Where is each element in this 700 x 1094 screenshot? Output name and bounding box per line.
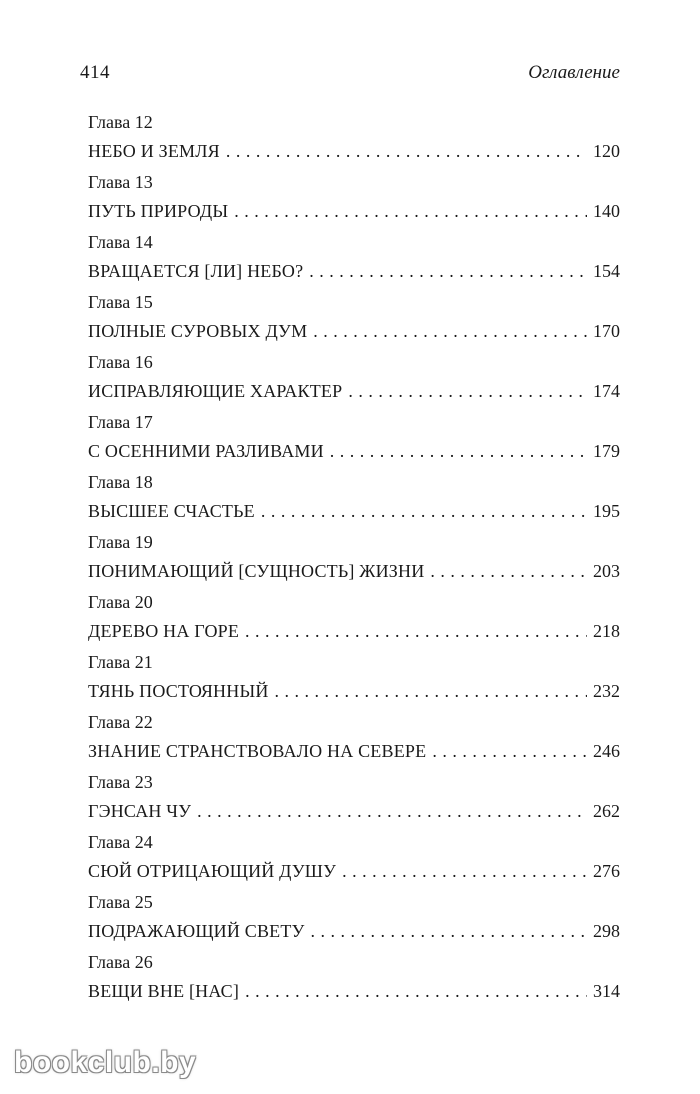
toc-title-line <box>88 199 620 223</box>
toc-title-line <box>88 739 620 763</box>
dot-leader <box>432 739 587 763</box>
chapter-label: Глава 23 <box>88 772 153 792</box>
toc-title-line <box>88 139 620 163</box>
dot-leader <box>234 199 587 223</box>
toc-title-line <box>88 619 620 643</box>
chapter-title: ПОЛНЫЕ СУРОВЫХ ДУМ <box>88 321 308 341</box>
chapter-label: Глава 13 <box>88 172 153 192</box>
dot-leader <box>330 439 587 463</box>
chapter-page-number: 174 <box>593 381 620 401</box>
dot-leader <box>226 139 587 163</box>
toc-entry <box>88 951 620 1011</box>
toc-title-line <box>88 979 620 1003</box>
chapter-title: ГЭНСАН ЧУ <box>88 801 192 821</box>
toc-title-line <box>88 379 620 403</box>
page-number: 414 <box>80 62 110 83</box>
dot-leader <box>245 619 587 643</box>
toc-title-line <box>88 259 620 283</box>
chapter-label: Глава 15 <box>88 292 153 312</box>
chapter-title: ДЕРЕВО НА ГОРЕ <box>88 621 240 641</box>
toc-title-line <box>88 799 620 823</box>
toc-entry <box>88 291 620 351</box>
chapter-label: Глава 17 <box>88 412 153 432</box>
chapter-label: Глава 25 <box>88 892 153 912</box>
chapter-page-number: 298 <box>593 921 620 941</box>
chapter-title: ВЫСШЕЕ СЧАСТЬЕ <box>88 501 255 521</box>
toc-title-line <box>88 919 620 943</box>
running-head <box>80 62 620 86</box>
chapter-label: Глава 14 <box>88 232 153 252</box>
chapter-label: Глава 22 <box>88 712 153 732</box>
toc-entry <box>88 111 620 171</box>
toc-entry <box>88 831 620 891</box>
dot-leader <box>197 799 587 823</box>
chapter-page-number: 218 <box>593 621 620 641</box>
toc-entry <box>88 471 620 531</box>
toc-entry <box>88 411 620 471</box>
section-title: Оглавление <box>528 62 620 83</box>
toc-title-line <box>88 679 620 703</box>
chapter-page-number: 246 <box>593 741 620 761</box>
chapter-label: Глава 12 <box>88 112 153 132</box>
toc-entry <box>88 711 620 771</box>
chapter-page-number: 195 <box>593 501 620 521</box>
dot-leader <box>245 979 587 1003</box>
dot-leader <box>275 679 587 703</box>
chapter-page-number: 154 <box>593 261 620 281</box>
chapter-label: Глава 26 <box>88 952 153 972</box>
chapter-page-number: 232 <box>593 681 620 701</box>
chapter-page-number: 179 <box>593 441 620 461</box>
toc-entry <box>88 771 620 831</box>
chapter-page-number: 120 <box>593 141 620 161</box>
toc-title-line <box>88 559 620 583</box>
chapter-title: НЕБО И ЗЕМЛЯ <box>88 141 220 161</box>
chapter-title: ПОДРАЖАЮЩИЙ СВЕТУ <box>88 921 305 941</box>
chapter-title: ПОНИМАЮЩИЙ [СУЩНОСТЬ] ЖИЗНИ <box>88 561 425 581</box>
chapter-page-number: 262 <box>593 801 620 821</box>
chapter-label: Глава 16 <box>88 352 153 372</box>
dot-leader <box>313 319 587 343</box>
toc-entry <box>88 171 620 231</box>
chapter-title: ЗНАНИЕ СТРАНСТВОВАЛО НА СЕВЕРЕ <box>88 741 427 761</box>
toc-title-line <box>88 439 620 463</box>
dot-leader <box>342 859 587 883</box>
chapter-title: ИСПРАВЛЯЮЩИЕ ХАРАКТЕР <box>88 381 343 401</box>
chapter-title: ТЯНЬ ПОСТОЯННЫЙ <box>88 681 269 701</box>
dot-leader <box>348 379 587 403</box>
toc-title-line <box>88 859 620 883</box>
dot-leader <box>430 559 587 583</box>
toc-title-line <box>88 319 620 343</box>
chapter-label: Глава 18 <box>88 472 153 492</box>
chapter-title: СЮЙ ОТРИЦАЮЩИЙ ДУШУ <box>88 861 337 881</box>
chapter-title: ВРАЩАЕТСЯ [ЛИ] НЕБО? <box>88 261 304 281</box>
toc-entry <box>88 651 620 711</box>
chapter-page-number: 314 <box>593 981 620 1001</box>
dot-leader <box>311 919 587 943</box>
toc-entry <box>88 531 620 591</box>
toc-entry <box>88 231 620 291</box>
toc-title-line <box>88 499 620 523</box>
toc-entry <box>88 591 620 651</box>
toc-entry <box>88 891 620 951</box>
chapter-title: ВЕЩИ ВНЕ [НАС] <box>88 981 240 1001</box>
dot-leader <box>309 259 587 283</box>
chapter-label: Глава 21 <box>88 652 153 672</box>
chapter-title: ПУТЬ ПРИРОДЫ <box>88 201 229 221</box>
chapter-page-number: 140 <box>593 201 620 221</box>
chapter-page-number: 276 <box>593 861 620 881</box>
dot-leader <box>261 499 587 523</box>
chapter-page-number: 170 <box>593 321 620 341</box>
table-of-contents <box>88 111 620 1011</box>
toc-entry <box>88 351 620 411</box>
chapter-title: С ОСЕННИМИ РАЗЛИВАМИ <box>88 441 324 461</box>
watermark: bookclub.by <box>14 1046 197 1079</box>
chapter-page-number: 203 <box>593 561 620 581</box>
chapter-label: Глава 24 <box>88 832 153 852</box>
chapter-label: Глава 19 <box>88 532 153 552</box>
chapter-label: Глава 20 <box>88 592 153 612</box>
